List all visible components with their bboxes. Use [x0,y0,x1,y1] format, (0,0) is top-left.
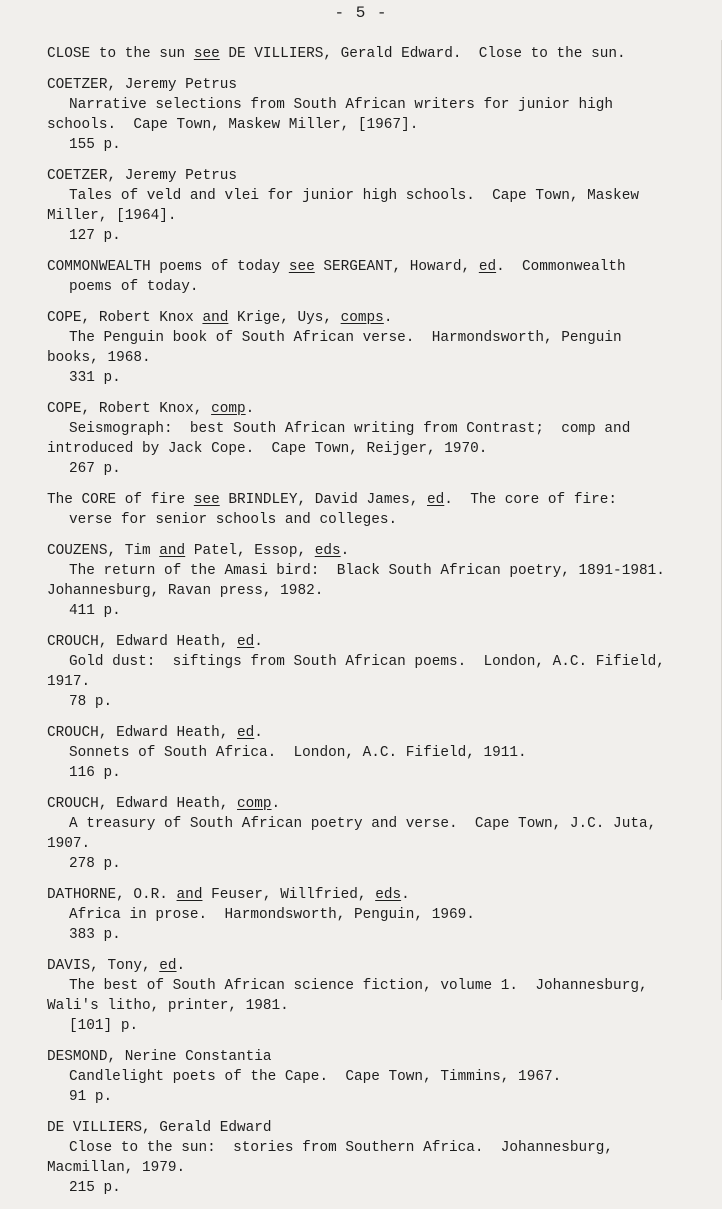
entry-text: [101] p. [69,1018,139,1034]
underlined-term: ed [159,958,177,974]
bibliography-entry [47,794,677,874]
entry-text: . [401,887,410,903]
entry-text: Seismograph: best South African writing from Contrast; comp and [69,421,631,437]
entry-text: The best of South African science fiction, volume 1. Johannesburg, [69,978,648,994]
entry-line [47,763,677,783]
entry-text: . [271,796,281,812]
underlined-term: see [288,259,315,275]
entry-text: CLOSE to the sun [47,46,194,62]
entry-line [47,652,677,672]
entry-text: . [383,310,393,326]
entry-text: DAVIS, Tony, [47,958,160,974]
entry-text: Patel, Essop, [185,543,315,559]
entry-text: . [245,401,255,417]
entry-text: 1907. [47,836,91,852]
entry-text: COPE, Robert Knox [47,310,203,326]
entry-line [47,308,677,328]
underlined-term: ed [237,725,255,741]
entry-text: 155 p. [69,137,121,153]
bibliography-entry [47,1118,677,1198]
entry-text: introduced by Jack Cope. Cape Town, Reijger, 1970. [47,441,488,457]
entry-line [47,834,677,854]
entry-text: DE VILLIERS, Gerald Edward. Close to the sun. [219,46,626,62]
entry-text: Narrative selections from South African writers for junior high [69,97,614,113]
entry-line [47,581,677,601]
entry-text: Krige, Uys, [228,310,341,326]
entry-line [47,44,677,64]
entry-text: Feuser, Willfried, [202,887,376,903]
underlined-term: comp [211,401,246,417]
entry-line [47,257,677,277]
entry-line [47,561,677,581]
entry-text: The return of the Amasi bird: Black South African poetry, 1891-1981. [69,563,665,579]
entry-text: verse for senior schools and colleges. [69,512,398,528]
entry-text: Africa in prose. Harmondsworth, Penguin, 1969. [69,907,475,923]
entry-line [47,75,677,95]
entry-text: SERGEANT, Howard, [314,259,479,275]
entry-text: CROUCH, Edward Heath, [47,796,237,812]
entry-line [47,439,677,459]
entry-line [47,1158,677,1178]
entry-line [47,459,677,479]
entry-text: COPE, Robert Knox, [47,401,212,417]
entry-line [47,601,677,621]
underlined-term: comps [340,310,384,326]
entry-line [47,996,677,1016]
entry-line [47,135,677,155]
entry-text: schools. Cape Town, Maskew Miller, [1967]. [47,117,419,133]
underlined-term: see [193,46,220,62]
entry-line [47,206,677,226]
underlined-term: and [159,543,186,559]
bibliography-entry [47,75,677,155]
underlined-term: eds [375,887,402,903]
entry-line [47,368,677,388]
entry-text: poems of today. [69,279,199,295]
entry-text: DE VILLIERS, Gerald Edward [47,1120,272,1136]
entry-text: 78 p. [69,694,113,710]
entry-line [47,743,677,763]
entry-text: A treasury of South African poetry and verse. Cape Town, J.C. Juta, [69,816,657,832]
underlined-term: ed [478,259,497,275]
bibliography-entry [47,1047,677,1107]
entry-text: CROUCH, Edward Heath, [47,634,237,650]
entry-text: BRINDLEY, David James, [219,492,427,508]
entry-text: 91 p. [69,1089,113,1105]
entry-text: The Penguin book of South African verse. Harmondsworth, Penguin [69,330,622,346]
entry-text: Gold dust: siftings from South African poems. London, A.C. Fifield, [69,654,665,670]
entry-text: COETZER, Jeremy Petrus [47,168,237,184]
entry-text: . [176,958,186,974]
entry-line [47,1016,677,1036]
entry-text: The CORE of fire [47,492,194,508]
entry-text: Miller, [1964]. [47,208,177,224]
underlined-term: see [193,492,220,508]
entry-line [47,925,677,945]
entry-line [47,956,677,976]
entry-text: Sonnets of South Africa. London, A.C. Fifield, 1911. [69,745,527,761]
bibliography-entry [47,723,677,783]
entry-line [47,399,677,419]
entry-text: COETZER, Jeremy Petrus [47,77,237,93]
bibliography-list [47,44,677,1209]
entry-line [47,692,677,712]
entry-text: Candlelight poets of the Cape. Cape Town, Timmins, 1967. [69,1069,562,1085]
bibliography-entry [47,257,677,297]
entry-line [47,277,677,297]
entry-text: Close to the sun: stories from Southern Africa. Johannesburg, [69,1140,614,1156]
page-edge-shadow [711,40,722,1000]
entry-line [47,1178,677,1198]
entry-line [47,348,677,368]
bibliography-entry [47,632,677,712]
entry-text: 127 p. [69,228,121,244]
bibliography-entry [47,490,677,530]
entry-text: . [254,725,263,741]
entry-text: 1917. [47,674,91,690]
bibliography-entry [47,885,677,945]
entry-text: DESMOND, Nerine Constantia [47,1049,272,1065]
entry-line [47,1118,677,1138]
bibliography-entry [47,308,677,388]
underlined-term: and [202,310,229,326]
underlined-term: ed [237,634,255,650]
entry-text: Tales of veld and vlei for junior high schools. Cape Town, Maskew [69,188,639,204]
underlined-term: and [176,887,203,903]
entry-line [47,166,677,186]
entry-line [47,490,677,510]
entry-line [47,814,677,834]
entry-line [47,723,677,743]
page-number: - 5 - [334,4,388,22]
entry-line [47,115,677,135]
entry-line [47,632,677,652]
entry-line [47,186,677,206]
underlined-term: eds [314,543,341,559]
entry-text: CROUCH, Edward Heath, [47,725,237,741]
entry-line [47,328,677,348]
bibliography-entry [47,44,677,64]
entry-line [47,1138,677,1158]
entry-text: DATHORNE, O.R. [47,887,177,903]
entry-text: COUZENS, Tim [47,543,160,559]
entry-line [47,541,677,561]
entry-text: 331 p. [69,370,121,386]
entry-line [47,885,677,905]
entry-text: Johannesburg, Ravan press, 1982. [47,583,324,599]
entry-text: 278 p. [69,856,121,872]
entry-line [47,226,677,246]
entry-text: 215 p. [69,1180,121,1196]
entry-line [47,672,677,692]
entry-line [47,905,677,925]
entry-text: 411 p. [69,603,121,619]
entry-text: . The core of fire: [444,492,617,508]
entry-line [47,854,677,874]
bibliography-entry [47,956,677,1036]
entry-text: . Commonwealth [496,259,626,275]
entry-text: COMMONWEALTH poems of today [47,259,289,275]
entry-text: 383 p. [69,927,121,943]
entry-line [47,95,677,115]
underlined-term: comp [237,796,272,812]
entry-line [47,1067,677,1087]
bibliography-entry [47,166,677,246]
entry-text: 116 p. [69,765,121,781]
entry-text: Macmillan, 1979. [47,1160,186,1176]
underlined-term: ed [427,492,445,508]
entry-text: 267 p. [69,461,121,477]
entry-text: . [340,543,350,559]
entry-line [47,1047,677,1067]
entry-line [47,794,677,814]
entry-text: Wali's litho, printer, 1981. [47,998,289,1014]
entry-line [47,419,677,439]
entry-text: books, 1968. [47,350,151,366]
entry-line [47,510,677,530]
bibliography-entry [47,399,677,479]
entry-line [47,976,677,996]
bibliography-entry [47,541,677,621]
entry-line [47,1087,677,1107]
entry-text: . [254,634,263,650]
